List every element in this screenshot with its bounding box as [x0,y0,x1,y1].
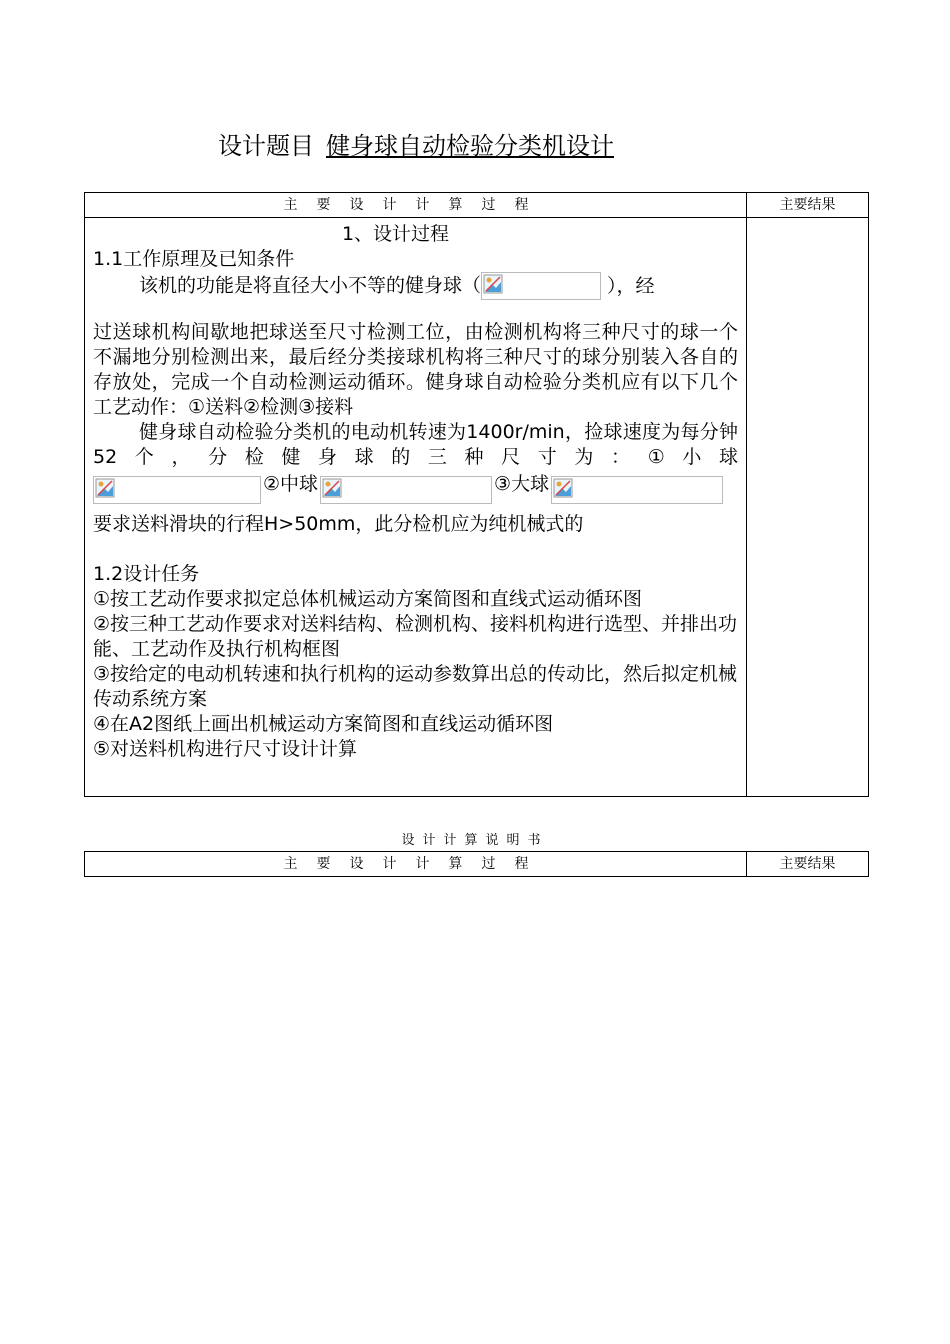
process-cell [85,218,747,797]
paragraph-function: 该机的功能是将直径大小不等的健身球（ ），经 [93,272,738,320]
broken-image-icon [483,274,503,294]
page-caption: 设计计算说明书 [401,833,549,848]
title-prefix: 设计题目 [218,132,314,160]
large-ball-image [551,476,723,504]
title-subject: 健身球自动检验分类机设计 [326,132,614,160]
paragraph-stroke: 要求送料滑块的行程H>50mm，此分检机应为纯机械式的 [93,513,584,535]
calc-table-1 [84,192,869,797]
task-item-3: ③按给定的电动机转速和执行机构的运动参数算出总的传动比，然后拟定机械传动系统方案 [93,663,738,710]
task-item-2: ②按三种工艺动作要求对送料结构、检测机构、接料机构进行选型、并排出功能、工艺动作及执行机构框图 [93,613,738,660]
header-main-result: 主要结果 [747,193,869,218]
subsection-title-1: 1.1工作原理及已知条件 [93,248,295,270]
ball-sizes-row [93,472,738,506]
calc-table-2 [84,851,869,877]
header-main-result-2: 主要结果 [747,852,869,877]
blank-line [93,537,738,562]
subsection-title-2: 1.2设计任务 [93,563,200,585]
paragraph-process: 过送球机构间歇地把球送至尺寸检测工位，由检测机构将三种尺寸的球一个不漏地分别检测出来，最后经分类接球机构将三种尺寸的球分别装入各自的存放处，完成一个自动检测运动循环。健身球自动检验分类机应有以下几个工艺动作：①送料②检测③接料 [93,321,738,418]
document-title [218,126,614,161]
section-title: 1、设计过程 [341,223,450,245]
task-item-1: ①按工艺动作要求拟定总体机械运动方案简图和直线式运动循环图 [93,588,643,610]
paragraph-speed: 健身球自动检验分类机的电动机转速为1400r/min，捡球速度为每分钟52个，分检健身球的三种尺寸为：①小球 [93,421,738,468]
result-cell [747,218,869,797]
medium-ball-label: ②中球 [263,473,319,495]
header-main-process-2: 主要设计计算过程 [85,852,747,877]
diameter-image [481,272,601,300]
task-item-5: ⑤对送料机构进行尺寸设计计算 [93,738,358,760]
small-ball-image [93,476,261,504]
broken-image-icon [553,478,573,498]
task-item-4: ④在A2图纸上画出机械运动方案简图和直线运动循环图 [93,713,554,735]
header-main-process: 主要设计计算过程 [85,193,747,218]
medium-ball-image [320,476,492,504]
broken-image-icon [95,478,115,498]
broken-image-icon [322,478,342,498]
large-ball-label: ③大球 [494,473,550,495]
